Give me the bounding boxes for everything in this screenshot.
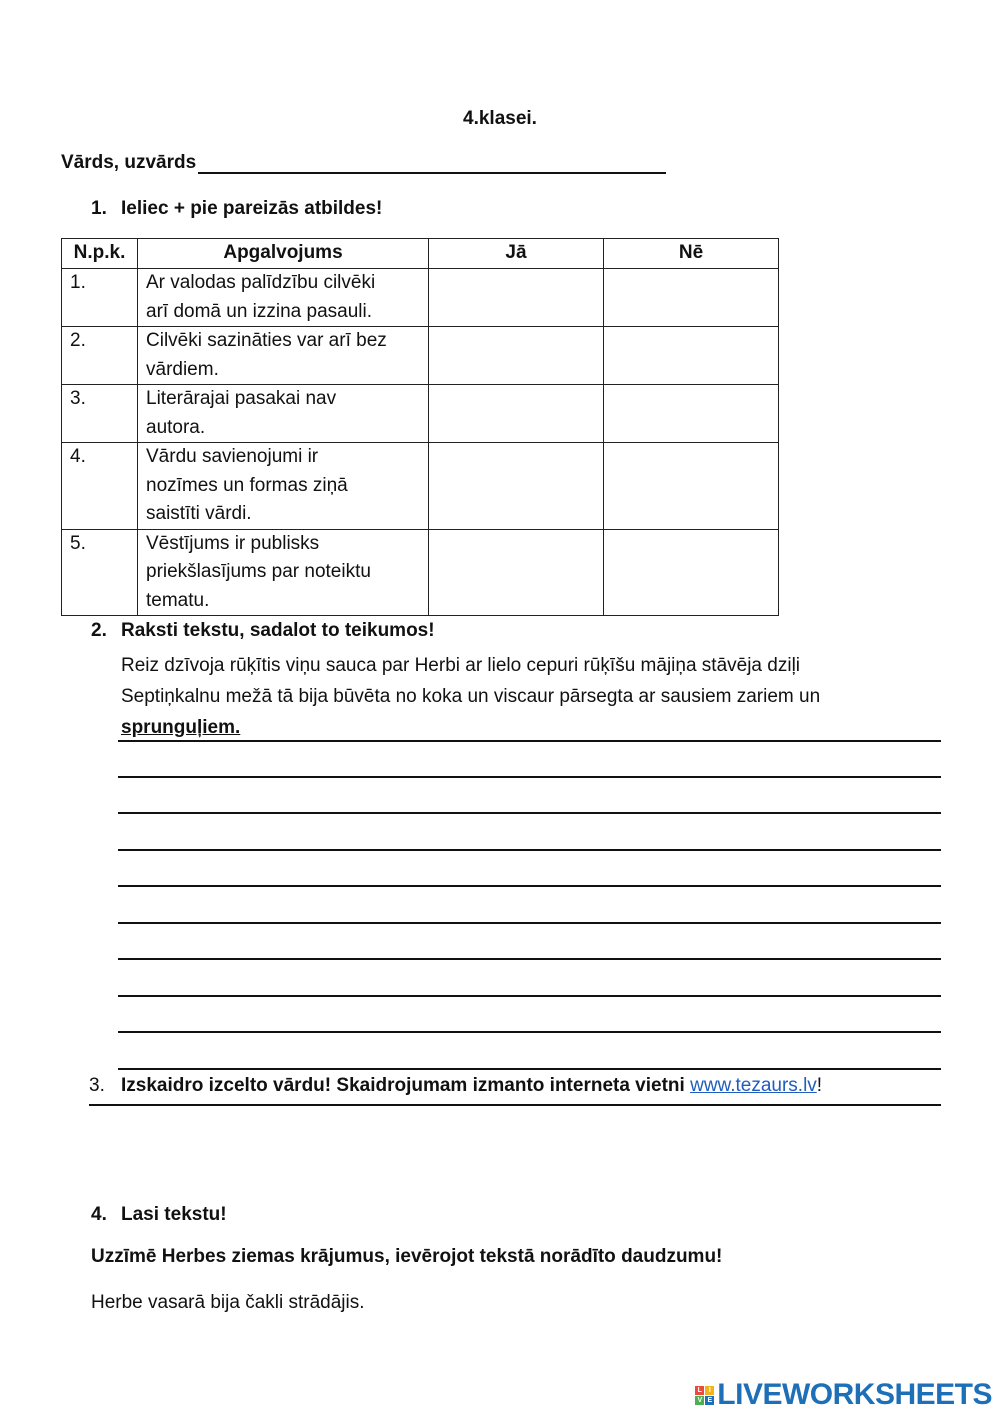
logo-letter: I [705, 1386, 714, 1395]
task4-number: 4. [91, 1204, 107, 1225]
task1-heading [91, 198, 382, 220]
writing-line[interactable] [118, 812, 941, 814]
statement-line: autora. [146, 416, 206, 438]
passage-line: Reiz dzīvoja rūķītis viņu sauca par Herbi ar lielo cepuri rūķīšu mājiņa stāvēja dziļi [121, 655, 801, 676]
table-row [62, 529, 779, 616]
name-input-line[interactable] [198, 154, 666, 174]
answer-no-cell[interactable] [604, 529, 779, 616]
worksheet-title: 4.klasei. [463, 108, 537, 129]
statement-line: arī domā un izzina pasauli. [146, 300, 373, 322]
answer-yes-cell[interactable] [429, 327, 604, 385]
task3-suffix: ! [816, 1075, 823, 1096]
writing-line[interactable] [118, 1031, 941, 1033]
task3-number: 3. [89, 1075, 105, 1096]
row-number: 4. [62, 443, 138, 530]
row-number: 2. [62, 327, 138, 385]
tezaurs-link[interactable]: www.tezaurs.lv [690, 1075, 817, 1096]
statement-line: priekšlasījums par noteiktu [146, 561, 371, 582]
statement-line: Vārdu savienojumi ir [146, 446, 319, 467]
true-false-table [61, 238, 779, 616]
name-field-row [61, 152, 666, 174]
writing-line[interactable] [118, 740, 941, 742]
answer-no-cell[interactable] [604, 443, 779, 530]
task1-heading-text: Ieliec + pie pareizās atbildes! [121, 198, 383, 219]
task2-heading-text: Raksti tekstu, sadalot to teikumos! [121, 620, 435, 641]
task2-passage [121, 650, 951, 743]
logo-letter: V [695, 1396, 704, 1405]
logo-squares-icon [695, 1386, 714, 1405]
task4-heading [91, 1204, 227, 1226]
column-header-statement: Apgalvojums [138, 239, 429, 269]
table-row [62, 385, 779, 443]
answer-yes-cell[interactable] [429, 269, 604, 327]
table-row [62, 443, 779, 530]
answer-yes-cell[interactable] [429, 385, 604, 443]
task2-heading [91, 620, 435, 642]
writing-line[interactable] [118, 922, 941, 924]
answer-no-cell[interactable] [604, 385, 779, 443]
highlighted-word: sprunguļiem. [121, 717, 241, 738]
row-statement [138, 529, 429, 616]
writing-line[interactable] [118, 1068, 941, 1070]
statement-line: vārdiem. [146, 358, 219, 380]
statement-line: Literārajai pasakai nav [146, 388, 337, 409]
row-number: 5. [62, 529, 138, 616]
statement-line: saistīti vārdi. [146, 503, 252, 524]
name-label: Vārds, uzvārds [61, 152, 197, 173]
passage-line: Septiņkalnu mežā tā bija būvēta no koka un viscaur pārsegta ar sausiem zariem un [121, 686, 821, 707]
writing-line[interactable] [118, 885, 941, 887]
task4-heading-text: Lasi tekstu! [121, 1204, 227, 1225]
logo-letter: E [705, 1396, 714, 1405]
task3-answer-line[interactable] [89, 1104, 941, 1106]
statement-line: Vēstījums ir publisks [146, 532, 320, 554]
statement-line: Ar valodas palīdzību cilvēki [146, 272, 376, 293]
answer-yes-cell[interactable] [429, 529, 604, 616]
answer-no-cell[interactable] [604, 327, 779, 385]
row-statement [138, 327, 429, 385]
task3-text: Izskaidro izcelto vārdu! Skaidrojumam izmanto interneta vietni [121, 1075, 691, 1096]
writing-line[interactable] [118, 849, 941, 851]
task4-instruction: Uzzīmē Herbes ziemas krājumus, ievērojot tekstā norādīto daudzumu! [91, 1246, 723, 1267]
writing-line[interactable] [118, 958, 941, 960]
row-statement [138, 385, 429, 443]
row-statement [138, 269, 429, 327]
statement-line: tematu. [146, 589, 210, 611]
column-header-yes: Jā [429, 239, 604, 269]
logo-text: LIVEWORKSHEETS [717, 1378, 992, 1411]
statement-line: nozīmes un formas ziņā [146, 474, 348, 496]
column-header-no: Nē [604, 239, 779, 269]
table-row [62, 327, 779, 385]
logo-letter: L [695, 1386, 704, 1395]
column-header-number: N.p.k. [62, 239, 138, 269]
answer-yes-cell[interactable] [429, 443, 604, 530]
table-header-row [62, 239, 779, 269]
table-row [62, 269, 779, 327]
liveworksheets-logo [695, 1378, 992, 1412]
writing-line[interactable] [118, 776, 941, 778]
row-statement [138, 443, 429, 530]
task4-text: Herbe vasarā bija čakli strādājis. [91, 1292, 365, 1313]
row-number: 1. [62, 269, 138, 327]
row-number: 3. [62, 385, 138, 443]
task1-number: 1. [91, 198, 107, 219]
writing-line[interactable] [118, 995, 941, 997]
task2-number: 2. [91, 620, 107, 641]
task3-heading [89, 1075, 822, 1097]
statement-line: Cilvēki sazināties var arī bez [146, 330, 387, 351]
answer-no-cell[interactable] [604, 269, 779, 327]
